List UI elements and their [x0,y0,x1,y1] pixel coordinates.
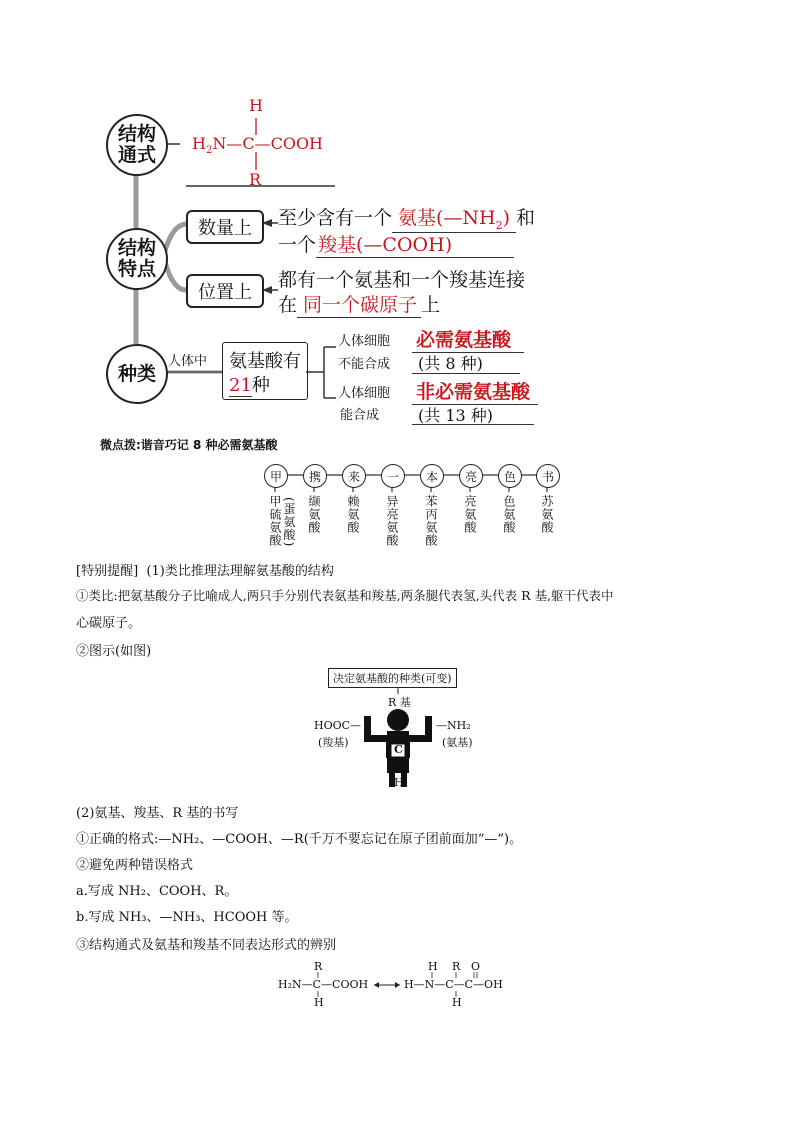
formula-bond-1: — [226,134,243,153]
formula-c: C [242,134,255,153]
s2-p1: ①正确的格式:—NH₂、—COOH、—R(千万不要忘记在原子团前面加“—”)。 [76,832,523,847]
formula-bond-2: — [254,134,271,153]
reminder-heading-text: (1)类比推理法理解氨基酸的结构 [146,564,334,579]
nonessential-name: 非必需氨基酸 [412,377,538,405]
types-box-number: 21 [229,375,252,396]
formula-h-top: H [249,96,263,115]
formula-n: N [212,134,227,153]
s2-a: a.写成 NH₂、COOH、R。 [76,884,238,899]
types-human: 人体中 [168,354,208,369]
bottom-formula-left-r: R [314,960,323,973]
quantity-text-2: 和 [516,207,536,229]
essential-count: (共 8 种) [418,354,483,373]
formula-cooh: COOH [270,134,324,153]
amino-text: 氨基(—NH [398,207,496,229]
quantity-blank-carboxyl: 羧基(—COOH) [316,230,514,258]
mnemonic-char-shu: 书 [536,464,560,488]
mnemonic-name-xie: 缬氨酸 [307,495,321,534]
formula-h: H [192,134,206,153]
bottom-formula-right-h: H [452,996,462,1009]
mnemonic-char-jia: 甲 [264,464,288,488]
quantity-text-3: 一个 [278,234,317,256]
essential-cond-1: 人体细胞 [338,334,391,349]
mnemonic-char-lai: 来 [342,464,366,488]
tip-title: 微点拨:谐音巧记 8 种必需氨基酸 [100,438,278,452]
mnemonic-name-se: 色氨酸 [502,495,516,534]
essential-name: 必需氨基酸 [412,325,524,353]
position-blank: 同一个碳原子 [297,290,421,318]
reminder-p1-line1: ①类比:把氨基酸分子比喻成人,两只手分别代表氨基和羧基,两条腿代表氢,头代表 R 基,躯干代表中 [76,588,614,603]
mnemonic-name-lai: 赖氨酸 [346,495,360,534]
s2-heading: (2)氨基、羧基、R 基的书写 [76,806,239,821]
reminder-p2: ②图示(如图) [76,644,152,659]
nonessential-count: (共 13 种) [418,406,494,425]
figure-left-group: HOOC— [314,719,362,732]
position-text-2: 在 [278,294,298,316]
amino-sub: 2 [495,218,503,232]
formula-r-bottom: R [249,170,262,189]
s2-b: b.写成 NH₃、—NH₃、HCOOH 等。 [76,910,298,925]
figure-bottom-h: H [394,776,404,789]
mnemonic-name-jia: 甲硫氨酸 [268,495,282,547]
mnemonic-char-liang: 亮 [459,464,483,488]
structure-formula-circle-label: 结构 通式 [117,123,156,166]
position-line-1: 都有一个氨基和一个羧基连接 [278,269,526,291]
figure-left-name: (羧基) [318,736,349,749]
reminder-heading-bracket: [特别提醒] [76,564,139,579]
quantity-label: 数量上 [198,218,252,239]
mnemonic-name-jia-alt: (蛋氨酸) [282,497,296,548]
amino-close: ) [502,207,511,229]
position-text-3: 上 [421,294,441,316]
reminder-p1-line2: 心碳原子。 [76,616,142,631]
figure-right-group: —NH₂ [436,719,471,732]
bottom-formula-right-main: H—N—C—C—OH [404,978,503,991]
position-label: 位置上 [198,282,252,303]
bottom-formula-right-top-h: H [428,960,438,973]
types-box-unit: 种 [251,375,270,396]
types-circle-label: 种类 [117,362,156,385]
mnemonic-name-shu: 苏氨酸 [540,495,554,534]
bottom-formula-left-main: H₂N—C—COOH [278,978,369,991]
essential-cond-2: 不能合成 [338,357,391,372]
mnemonic-char-se: 色 [498,464,522,488]
figure-top-box: 决定氨基酸的种类(可变) [328,668,457,688]
bottom-formula-left-h: H [314,996,324,1009]
mnemonic-char-xie: 携 [303,464,327,488]
bottom-formula-right-top-o: O [471,960,481,973]
bottom-formula-right-top-r: R [452,960,461,973]
figure-r-label: R 基 [388,696,411,709]
mnemonic-char-yi: 一 [381,464,405,488]
mnemonic-name-ben: 苯丙氨酸 [424,495,438,547]
mnemonic-name-liang: 亮氨酸 [463,495,477,534]
s2-p2: ②避免两种错误格式 [76,858,194,873]
types-box-line1: 氨基酸有 [229,351,301,372]
nonessential-cond-2: 能合成 [340,408,380,423]
structure-features-circle-label: 结构 特点 [117,237,156,280]
quantity-text-1: 至少含有一个 [278,207,393,229]
mnemonic-name-yi: 异亮氨酸 [385,495,399,547]
nonessential-cond-1: 人体细胞 [338,386,391,401]
s2-p3: ③结构通式及氨基和羧基不同表达形式的辨别 [76,938,337,953]
mnemonic-char-ben: 本 [420,464,444,488]
formula-sub: 2 [205,145,213,157]
figure-center-c: C [394,743,403,756]
figure-right-name: (氨基) [442,736,473,749]
